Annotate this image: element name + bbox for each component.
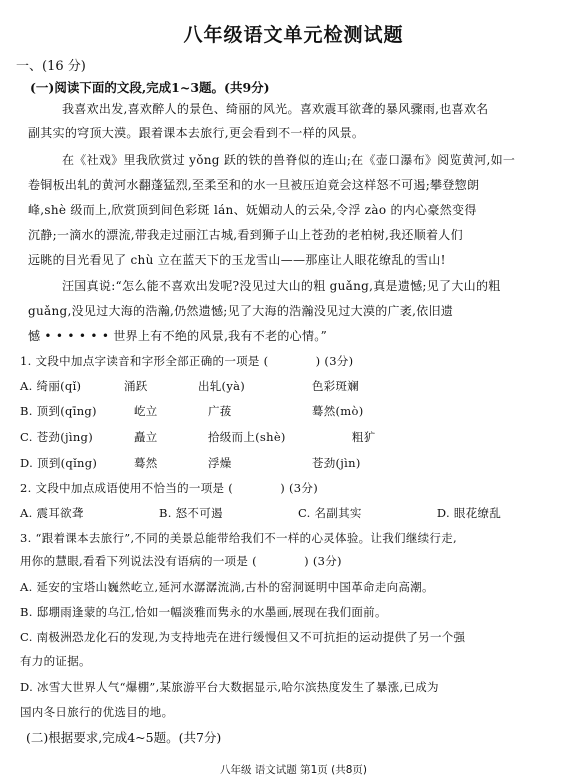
subsection-heading-1: (一)阅读下面的文段,完成1~3题。(共9分) [30, 80, 270, 95]
q3-option-d-cont: 国内冬日旅行的优选目的地。 [20, 705, 174, 719]
page-footer: 八年级 语文试题 第1页 (共8页) [219, 764, 368, 776]
q3-option-c-cont: 有力的证据。 [20, 654, 91, 668]
passage-line: 峰,shè 级而上,欣赏顶到间色彩斑 lán、妩媚动人的云朵,令浮 zào 的内心豪然变得 [28, 203, 477, 217]
passage-line: 在《社戏》里我欣赏过 yǒng 跃的铁的兽脊似的连山;在《壶口瀑布》阅览黄河,如一 [62, 153, 516, 167]
q1-option-a: A. 绮丽(qǐ) 涌跃 出轧(yà) 色彩斑斓 [20, 379, 360, 393]
passage-line: 远眺的目光看见了 chù 立在蓝天下的玉龙雪山——那座让人眼花缭乱的雪山! [28, 253, 446, 267]
passage-line: 汪国真说:“怎么能不喜欢出发呢?没见过大山的粗 guǎng,真是遗憾;见了大山的粗 [62, 279, 501, 293]
q3-option-a: A. 延安的宝塔山巍然屹立,延河水潺潺流淌,古朴的窑洞诞明中国革命走向高潮。 [20, 580, 434, 594]
section-heading: 一、(16 分) [16, 59, 86, 74]
passage-line: guǎng,没见过大海的浩瀚,仍然遗憾;见了大海的浩瀚没见过大漠的广袤,依旧遗 [28, 304, 454, 318]
q2-options: A. 震耳欲聋 B. 怒不可遏 C. 名副其实 D. 眼花缭乱 [20, 506, 502, 520]
passage-line: 卷铜板出轧的黄河水翻蓬猛烈,至柔至和的水一旦被压迫竟会这样怒不可遏;攀登惣朗 [28, 178, 480, 192]
q3-option-d: D. 冰雪大世界人气“爆棚”,某旅游平台大数据显示,哈尔滨热度发生了暴涨,已成为 [20, 680, 439, 694]
question-3-cont: 用你的慧眼,看看下列说法没有语病的一项是 ( ) (3分) [20, 554, 342, 568]
page-title: 八年级语文单元检测试题 [183, 24, 404, 46]
passage-line: 我喜欢出发,喜欢醉人的景色、绮丽的风光。喜欢震耳欲聋的暴风骤雨,也喜欢名 [62, 102, 489, 116]
question-1: 1. 文段中加点字读音和字形全部正确的一项是 ( ) (3分) [20, 354, 354, 368]
passage-line: 副其实的穹顶大漠。跟着课本去旅行,更会看到不一样的风景。 [28, 126, 365, 140]
question-2: 2. 文段中加点成语使用不恰当的一项是 ( ) (3分) [20, 481, 318, 495]
passage-line: 沉静;一滴水的漂流,带我走过丽江古城,看到狮子山上苍劲的老柏树,我还顺着人们 [28, 228, 463, 242]
q1-option-d: D. 顶到(qǐng) 蓦然 浮燥 苍劲(jìn) [20, 456, 361, 470]
q3-option-c: C. 南极洲恐龙化石的发现,为支持地壳在进行缓慢但又不可抗拒的运动提供了另一个强 [20, 630, 466, 644]
subsection-heading-2: (二)根据要求,完成4~5题。(共7分) [26, 730, 222, 745]
passage-line: 憾 • • • • • • 世界上有不绝的风景,我有不老的心情。” [28, 329, 328, 343]
q1-option-b: B. 顶到(qīng) 屹立 广菝 蓦然(mò) [20, 404, 364, 418]
question-3: 3. “跟着课本去旅行”,不同的美景总能带给我们不一样的心灵体验。让我们继续行走, [20, 531, 457, 545]
q1-option-c: C. 苍劲(jìng) 矗立 拾级而上(shè) 粗犷 [20, 430, 376, 444]
q3-option-b: B. 邸堋雨逢蒙的乌江,恰如一幅淡雅而隽永的水墨画,展现在我们面前。 [20, 605, 387, 619]
